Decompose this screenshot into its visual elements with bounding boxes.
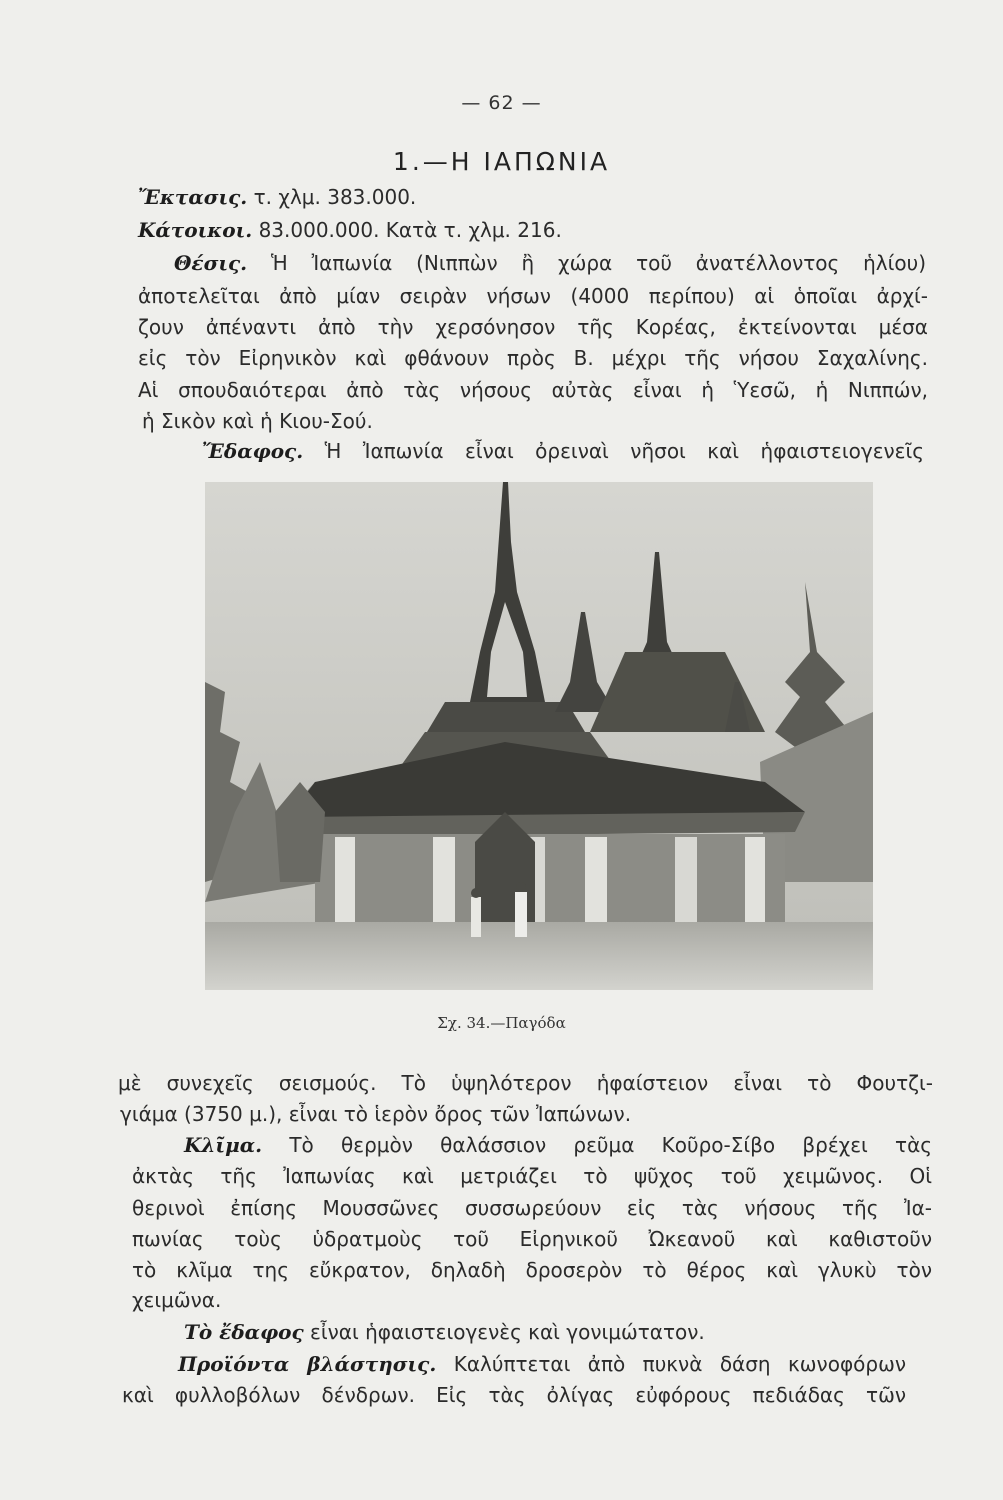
soil2-label: Τὸ ἔδαφος <box>184 1320 304 1344</box>
climate-line-5: τὸ κλῖμα της εὔκρατον, δηλαδὴ δροσερὸν τὸ θέρος καὶ γλυκὺ τὸν <box>132 1258 932 1282</box>
page-number: — 62 — <box>461 92 542 114</box>
area-line <box>138 183 928 211</box>
soil2-line <box>184 1318 974 1346</box>
position-line-5: Αἱ σπουδαιότεραι ἀπὸ τὰς νήσους αὐτὰς εἶναι ἡ Ὑεσῶ, ἡ Νιππών, <box>138 378 928 402</box>
climate-line-2: ἀκτὰς τῆς Ἰαπωνίας καὶ μετριάζει τὸ ψῦχος τοῦ χειμῶνος. Οἱ <box>132 1164 932 1188</box>
area-text: τ. χλμ. 383.000. <box>253 185 417 209</box>
soil-text: Ἡ Ἰαπωνία εἶναι ὀρειναὶ νῆσοι καὶ ἡφαιστειογενεῖς <box>324 439 924 463</box>
chapter-title: 1.—Η ΙΑΠΩΝΙΑ <box>392 147 611 176</box>
population-label: Κάτοικοι. <box>138 218 253 242</box>
pagoda-illustration <box>205 482 873 990</box>
position-label: Θέσις. <box>174 251 248 275</box>
population-line <box>138 216 928 244</box>
products-label: Προϊόντα βλάστησις. <box>178 1352 437 1376</box>
products-text-1: Καλύπτεται ἀπὸ πυκνὰ δάση κωνοφόρων <box>453 1352 907 1376</box>
climate-label: Κλῖμα. <box>184 1133 263 1157</box>
population-text: 83.000.000. Κατὰ τ. χλμ. 216. <box>258 218 562 242</box>
figure-caption: Σχ. 34.—Παγόδα <box>437 1014 566 1032</box>
climate-line-1 <box>184 1131 932 1159</box>
area-label: Ἔκτασις. <box>138 185 248 209</box>
continuation-line-2: γιάμα (3750 μ.), εἶναι τὸ ἱερὸν ὄρος τῶν Ἰαπώνων. <box>120 1102 632 1126</box>
position-line-1 <box>174 249 926 277</box>
continuation-line-1: μὲ συνεχεῖς σεισμούς. Τὸ ὑψηλότερον ἡφαίστειον εἶναι τὸ Φουτζι- <box>118 1071 933 1095</box>
position-line-3: ζουν ἀπέναντι ἀπὸ τὴν χερσόνησον τῆς Κορέας, ἐκτείνονται μέσα <box>138 315 928 339</box>
pagoda-drawing <box>205 482 873 990</box>
soil2-text: εἶναι ἡφαιστειογενὲς καὶ γονιμώτατον. <box>310 1320 705 1344</box>
climate-line-3: θερινοὶ ἐπίσης Μουσσῶνες συσσωρεύουν εἰς τὰς νήσους τῆς Ἰα- <box>132 1196 932 1220</box>
climate-text-1: Τὸ θερμὸν θαλάσσιον ρεῦμα Κοῦρο-Σίβο βρέχει τὰς <box>289 1133 933 1157</box>
climate-line-4: πωνίας τοὺς ὑδρατμοὺς τοῦ Εἰρηνικοῦ Ὠκεανοῦ καὶ καθιστοῦν <box>132 1227 932 1251</box>
position-line-2: ἀποτελεῖται ἀπὸ μίαν σειρὰν νήσων (4000 περίπου) αἱ ὁποῖαι ἀρχί- <box>138 284 928 308</box>
soil-label: Ἔδαφος. <box>202 439 304 463</box>
products-line-1 <box>178 1350 906 1378</box>
soil-line <box>202 437 924 465</box>
position-text-1: Ἡ Ἰαπωνία (Νιππὼν ἢ χώρα τοῦ ἀνατέλλοντος ἡλίου) <box>271 251 926 275</box>
products-line-2: καὶ φυλλοβόλων δένδρων. Εἰς τὰς ὀλίγας εὐφόρους πεδιάδας τῶν <box>122 1383 906 1407</box>
climate-line-6: χειμῶνα. <box>132 1288 222 1312</box>
position-line-4: εἰς τὸν Εἰρηνικὸν καὶ φθάνουν πρὸς Β. μέχρι τῆς νήσου Σαχαλίνης. <box>138 346 928 370</box>
position-line-6: ἡ Σικὸν καὶ ἡ Κιου-Σού. <box>142 409 373 433</box>
